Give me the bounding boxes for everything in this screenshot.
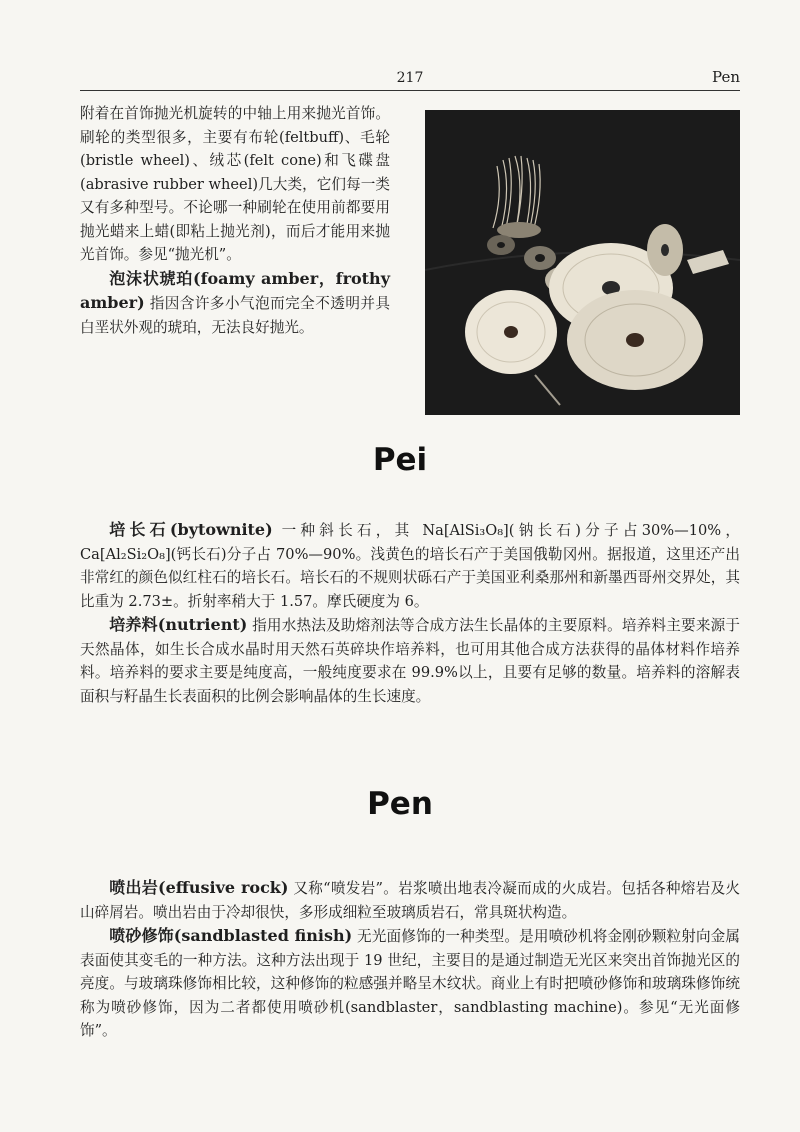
entry-headword: 培养料(nutrient): [109, 615, 248, 634]
entry-foamy-amber: [80, 267, 390, 340]
page-header: [80, 64, 740, 91]
entry-definition: 指因含许多小气泡而完全不透明并具白垩状外观的琥珀，无法良好抛光。: [80, 295, 390, 336]
section-heading-pen: Pen: [367, 786, 433, 822]
running-head: Pen: [712, 68, 740, 86]
pen-entries: [80, 876, 740, 1043]
pei-entries: [80, 518, 740, 708]
entry-headword: 喷砂修饰(sandblasted finish): [109, 926, 353, 945]
entry-headword: 泡沫状琥珀(foamy amber，frothy amber): [80, 268, 390, 312]
polishing-wheels-illustration: [425, 110, 740, 415]
entry-definition: 指用水热法及助熔剂法等合成方法生长晶体的主要原料。培养料主要来源于天然晶体，如生长合成水晶时用天然石英碎块作培养料，也可用其他合成方法获得的晶体材料作培养料。培养料的要求主要是纯度高，一般纯度要求在 99.9%以上，且要有足够的数量。培养料的溶解表面积与籽晶生长表面积的比例会影响晶体的生长速度。: [80, 617, 741, 705]
entry-bytownite: [80, 518, 740, 613]
entry-definition: 一种斜长石，其 Na[AlSi₃O₈](钠长石)分子占30%—10%，Ca[Al₂Si₂O₈](钙长石)分子占 70%—90%。浅黄色的培长石产于美国俄勒冈州。据报道，这里还产出非常红的颜色似红柱石的培长石。培长石的不规则状砾石产于美国亚利桑那州和新墨西哥州交界处，其比重为 2.73±。折射率稍大于 1.57。摩氏硬度为 6。: [80, 522, 741, 610]
entry-nutrient: [80, 613, 740, 708]
page-number: 217: [396, 70, 424, 86]
entry-definition: 无光面修饰的一种类型。是用喷砂机将金刚砂颗粒射向金属表面使其变毛的一种方法。这种方法出现于 19 世纪，主要目的是通过制造无光区来突出首饰抛光区的亮度。与玻璃珠修饰相比较，这种修饰的粒感强并略呈木纹状。商业上有时把喷砂修饰和玻璃珠修饰统称为喷砂修饰，因为二者都使用喷砂机(sandblaster，sandblasting machine)。参见“无光面修饰”。: [80, 928, 741, 1039]
section-heading-pei: Pei: [372, 442, 428, 478]
continued-entry-text: 附着在首饰抛光机旋转的中轴上用来抛光首饰。刷轮的类型很多，主要有布轮(feltbuff)、毛轮(bristle wheel)、绒芯(felt cone)和飞碟盘(abrasive rubber wheel)几大类，它们每一类又有多种型号。不论哪一种刷轮在使用前都要用抛光蜡来上蜡(即粘上抛光剂)，而后才能用来抛光首饰。参见“抛光机”。: [80, 105, 390, 263]
polishing-wheels-photo: [425, 110, 740, 415]
left-column: [80, 102, 390, 339]
entry-headword: 喷出岩(effusive rock): [109, 878, 289, 897]
entry-effusive-rock: [80, 876, 740, 924]
entry-sandblasted-finish: [80, 924, 740, 1043]
entry-definition: 又称“喷发岩”。岩浆喷出地表冷凝而成的火成岩。包括各种熔岩及火山碎屑岩。喷出岩由于冷却很快，多形成细粒至玻璃质岩石，常具斑状构造。: [80, 880, 740, 921]
entry-headword: 培长石(bytownite): [109, 520, 273, 539]
